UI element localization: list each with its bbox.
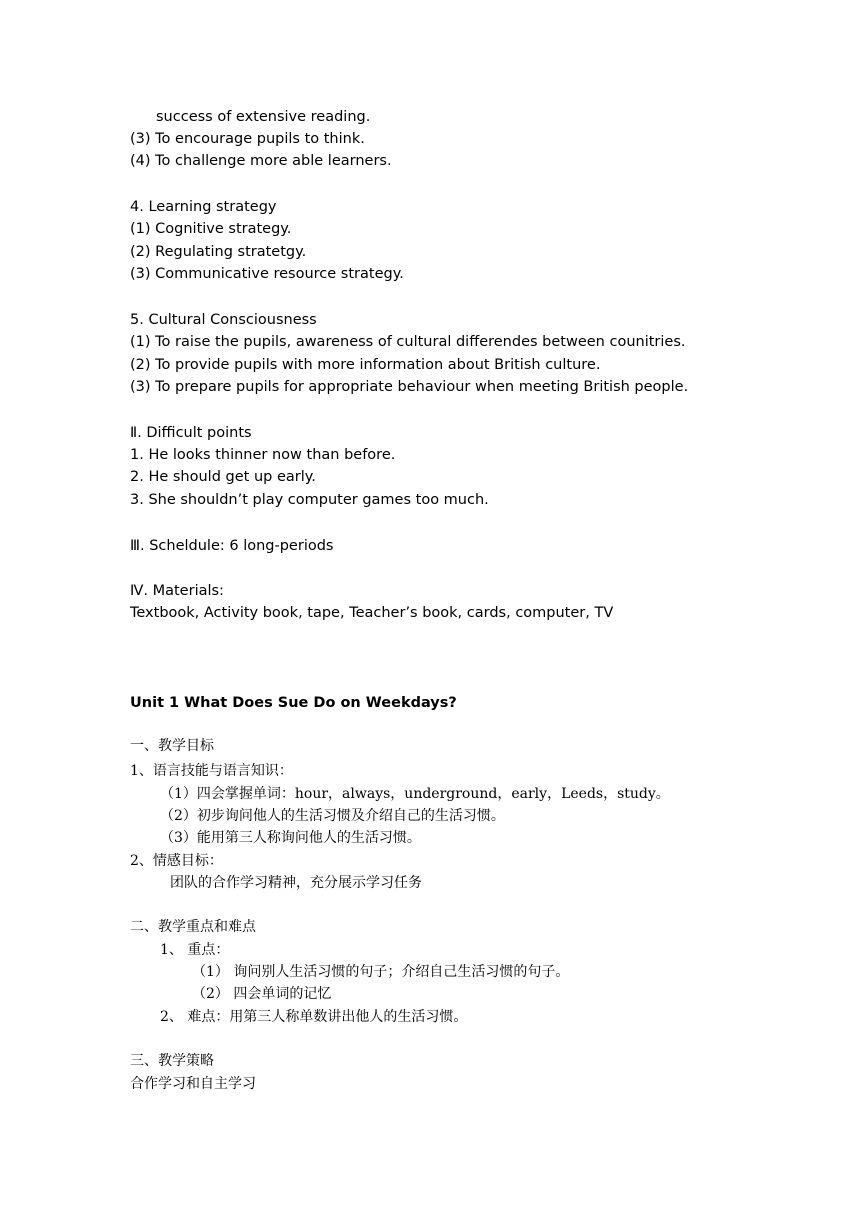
- objective-continuation: success of extensive reading.: [156, 109, 371, 125]
- section-2-item-2: 2、 难点：用第三人称单数讲出他人的生活习惯。: [160, 1009, 468, 1025]
- unit-title: Unit 1 What Does Sue Do on Weekdays?: [130, 695, 457, 711]
- materials-list: Textbook, Activity book, tape, Teacher’s book, cards, computer, TV: [130, 605, 614, 621]
- section-3-heading: 三、教学策略: [130, 1053, 214, 1069]
- section-1-item-2: 2、情感目标：: [130, 853, 223, 869]
- schedule-line: Ⅲ. Scheldule: 6 long-periods: [130, 538, 334, 554]
- section-3-body: 合作学习和自主学习: [130, 1076, 256, 1092]
- materials-heading: Ⅳ. Materials:: [130, 583, 224, 599]
- objective-item-4: (4) To challenge more able learners.: [130, 153, 392, 169]
- cultural-item-2: (2) To provide pupils with more information about British culture.: [130, 357, 601, 373]
- section-1-item-1-a: （1）四会掌握单词：hour，always，underground，early，Leeds，study。: [160, 786, 670, 802]
- difficult-point-2: 2. He should get up early.: [130, 469, 316, 485]
- difficult-points-heading: Ⅱ. Difficult points: [130, 425, 252, 441]
- cultural-item-1: (1) To raise the pupils, awareness of cultural differendes between counitries.: [130, 334, 686, 350]
- learning-strategy-item-2: (2) Regulating stratetgy.: [130, 244, 307, 260]
- learning-strategy-heading: 4. Learning strategy: [130, 199, 277, 215]
- section-1-item-1-c: （3）能用第三人称询问他人的生活习惯。: [160, 830, 421, 846]
- section-2-heading: 二、教学重点和难点: [130, 919, 256, 935]
- section-2-item-1-a: （1） 询问别人生活习惯的句子；介绍自己生活习惯的句子。: [192, 964, 570, 980]
- difficult-point-1: 1. He looks thinner now than before.: [130, 447, 396, 463]
- section-2-item-1-b: （2） 四会单词的记忆: [192, 986, 332, 1002]
- learning-strategy-item-3: (3) Communicative resource strategy.: [130, 266, 404, 282]
- learning-strategy-item-1: (1) Cognitive strategy.: [130, 221, 292, 237]
- section-2-item-1: 1、 重点：: [160, 942, 230, 958]
- objective-item-3: (3) To encourage pupils to think.: [130, 131, 365, 147]
- cultural-consciousness-heading: 5. Cultural Consciousness: [130, 312, 317, 328]
- section-1-item-1: 1、语言技能与语言知识：: [130, 763, 293, 779]
- cultural-item-3: (3) To prepare pupils for appropriate behaviour when meeting British people.: [130, 379, 689, 395]
- difficult-point-3: 3. She shouldn’t play computer games too much.: [130, 492, 489, 508]
- section-1-heading: 一、教学目标: [130, 738, 214, 754]
- section-1-item-2-a: 团队的合作学习精神，充分展示学习任务: [170, 875, 422, 891]
- section-1-item-1-b: （2）初步询问他人的生活习惯及介绍自己的生活习惯。: [160, 808, 505, 824]
